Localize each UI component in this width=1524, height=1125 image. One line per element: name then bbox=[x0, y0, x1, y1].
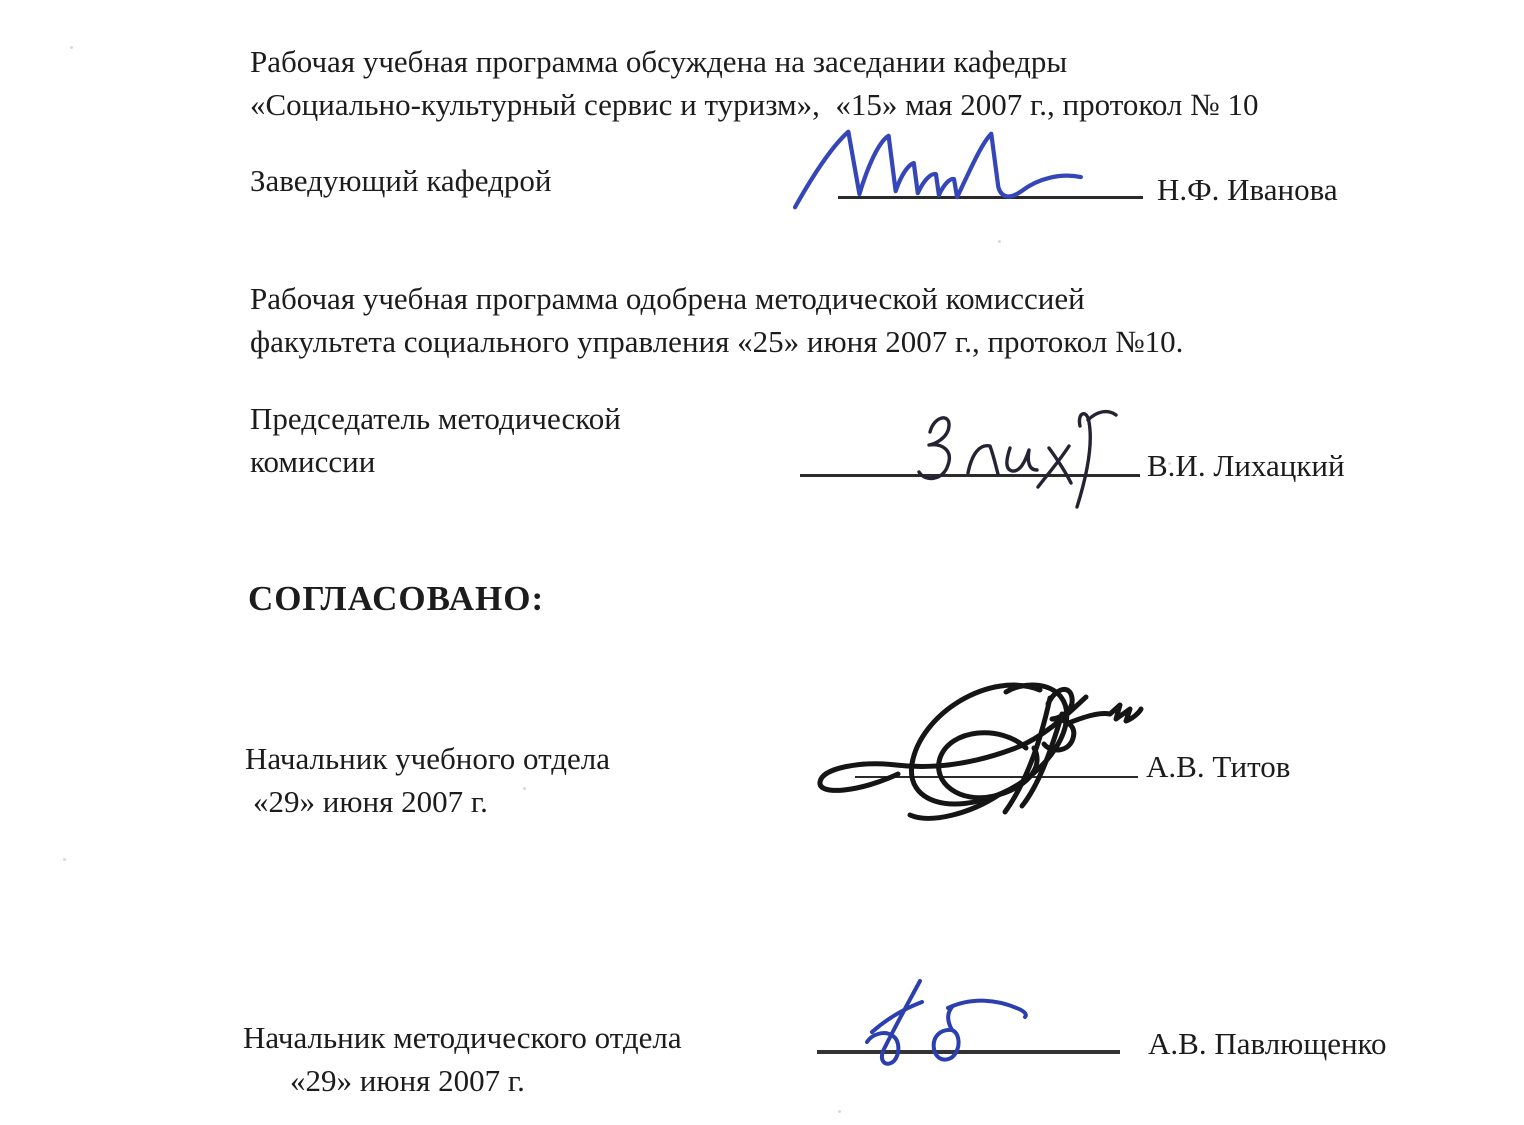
likhatsky-signature bbox=[898, 402, 1148, 517]
method-dept-name: А.В. Павлющенко bbox=[1148, 1026, 1387, 1061]
edu-dept-label-2: «29» июня 2007 г. bbox=[253, 784, 488, 819]
head-dept-label: Заведующий кафедрой bbox=[250, 163, 552, 198]
agreed-heading: СОГЛАСОВАНО: bbox=[248, 579, 545, 618]
scan-speck bbox=[1168, 462, 1171, 465]
signature-stroke bbox=[867, 981, 1026, 1064]
scan-speck bbox=[838, 1110, 841, 1113]
pavlyushchenko-signature bbox=[834, 975, 1034, 1075]
method-chair-label-1: Председатель методической bbox=[250, 401, 621, 436]
ivanova-signature bbox=[793, 126, 1105, 212]
signature-stroke bbox=[919, 412, 1116, 507]
signature-stroke bbox=[820, 685, 1141, 818]
intro-line-1: Рабочая учебная программа обсуждена на заседании кафедры bbox=[250, 44, 1068, 79]
scan-speck bbox=[70, 46, 73, 49]
edu-dept-label-1: Начальник учебного отдела bbox=[245, 741, 611, 776]
titov-signature bbox=[798, 652, 1168, 837]
method-chair-name: В.И. Лихацкий bbox=[1147, 448, 1345, 483]
scan-speck bbox=[523, 787, 526, 790]
signature-stroke bbox=[795, 132, 1081, 207]
method-chair-label-2: комиссии bbox=[250, 444, 376, 479]
head-dept-name: Н.Ф. Иванова bbox=[1157, 172, 1338, 207]
method-dept-label-1: Начальник методического отдела bbox=[243, 1020, 682, 1055]
edu-dept-name: А.В. Титов bbox=[1146, 749, 1291, 784]
scan-speck bbox=[998, 240, 1001, 243]
intro-line-2: «Социально-культурный сервис и туризм», «15» мая 2007 г., протокол № 10 bbox=[250, 87, 1259, 122]
method-dept-label-2: «29» июня 2007 г. bbox=[290, 1063, 525, 1098]
approval-line-2: факультета социального управления «25» июня 2007 г., протокол №10. bbox=[250, 324, 1184, 359]
scan-speck bbox=[63, 858, 66, 861]
approval-line-1: Рабочая учебная программа одобрена методической комиссией bbox=[250, 281, 1085, 316]
